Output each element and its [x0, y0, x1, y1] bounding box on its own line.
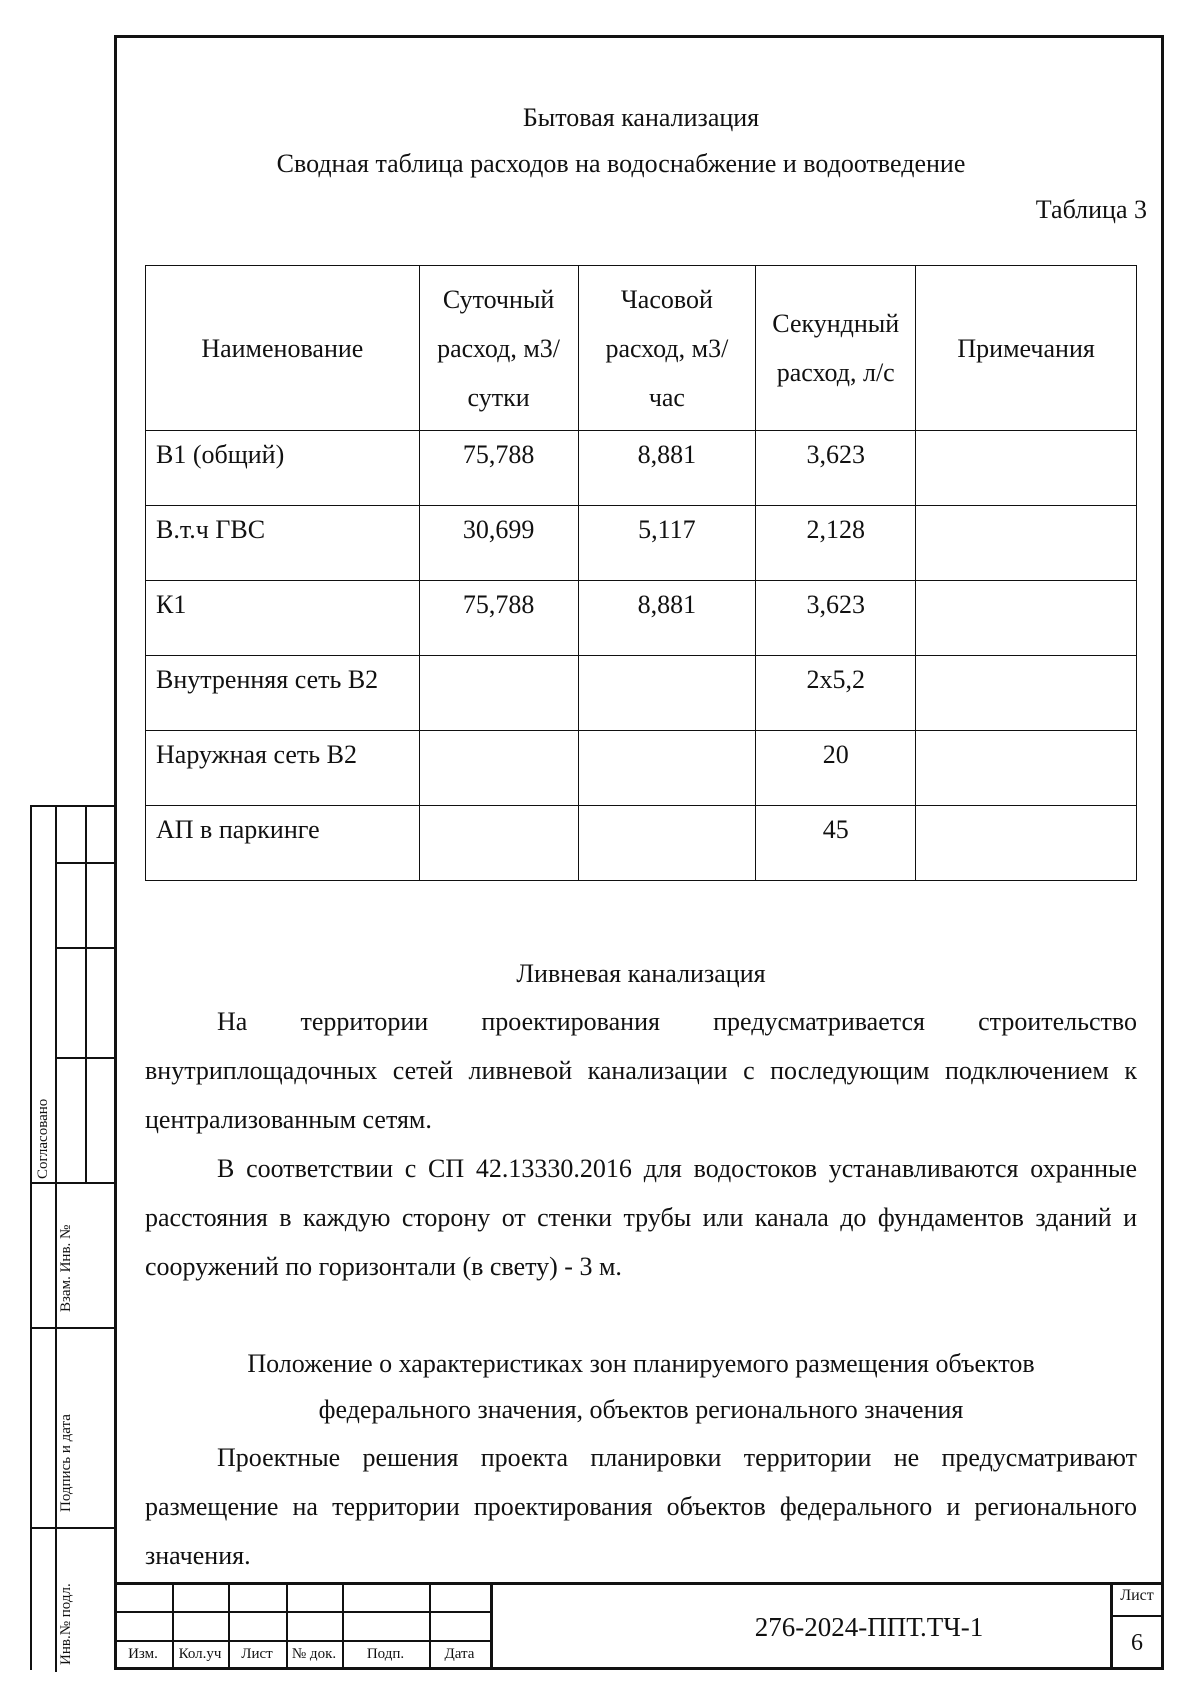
col-label-change: Изм.: [128, 1646, 158, 1662]
cell-daily: [419, 656, 578, 731]
inv-orig-label: Инв.№ подл.: [58, 1583, 74, 1665]
cell-name: Наружная сеть В2: [146, 731, 420, 806]
title-block: [114, 1582, 1164, 1670]
section-title-sewer: Бытовая канализация: [522, 103, 760, 132]
cell-notes: [916, 431, 1137, 506]
cell-name: В1 (общий): [146, 431, 420, 506]
page-content: [145, 95, 1147, 1580]
sheet-number: 6: [1131, 1630, 1143, 1656]
cell-hourly: [578, 806, 756, 881]
table-number: Таблица 3: [1035, 195, 1147, 224]
zones-paragraph: Проектные решения проекта планировки территории не предусматривают размещение на территории проектирования объектов федерального и регионального значения.: [145, 1443, 1137, 1570]
header-second: Секундный расход, л/с: [756, 266, 916, 431]
storm-paragraph-1: На территории проектирования предусматривается строительство внутриплощадочных сетей ливневой канализации с последующим подключением к централизованным сетям.: [145, 1007, 1137, 1134]
cell-daily: 30,699: [419, 506, 578, 581]
table-row: [146, 431, 1137, 506]
section-title-zones-line1: Положение о характеристиках зон планируемого размещения объектов: [247, 1349, 1035, 1378]
cell-daily: 75,788: [419, 581, 578, 656]
cell-name: К1: [146, 581, 420, 656]
flow-table: [145, 265, 1137, 881]
header-name: Наименование: [146, 266, 420, 431]
header-notes: Примечания: [916, 266, 1137, 431]
title-block-line: [490, 1582, 493, 1670]
side-divider: [55, 862, 116, 864]
side-divider: [55, 947, 116, 949]
cell-notes: [916, 581, 1137, 656]
table-row: [146, 806, 1137, 881]
table-row: [146, 656, 1137, 731]
cell-second: 2,128: [756, 506, 916, 581]
col-label-doc-no: № док.: [291, 1646, 337, 1662]
cell-second: 20: [756, 731, 916, 806]
cell-daily: 75,788: [419, 431, 578, 506]
title-block-line: [114, 1611, 490, 1613]
col-label-date: Дата: [444, 1646, 475, 1662]
storm-paragraph-2: В соответствии с СП 42.13330.2016 для водостоков устанавливаются охранные расстояния в каждую сторону от стенки трубы или канала до фундаментов зданий и сооружений по горизонтали (в свету) - 3 м.: [145, 1154, 1137, 1281]
table-row: [146, 581, 1137, 656]
cell-hourly: 8,881: [578, 431, 756, 506]
section-title-zones-line2: федерального значения, объектов регионального значения: [318, 1395, 964, 1424]
cell-hourly: [578, 656, 756, 731]
cell-notes: [916, 731, 1137, 806]
table-caption: Сводная таблица расходов на водоснабжение и водоотведение: [276, 149, 966, 178]
sheet-label: Лист: [1120, 1587, 1154, 1604]
cell-hourly: [578, 731, 756, 806]
cell-name: АП в паркинге: [146, 806, 420, 881]
col-label-signature: Подп.: [366, 1646, 405, 1662]
title-block-line: [114, 1582, 1164, 1585]
cell-name: В.т.ч ГВС: [146, 506, 420, 581]
agreed-label: Согласовано: [35, 1098, 51, 1179]
cell-name: Внутренняя сеть В2: [146, 656, 420, 731]
header-daily: Суточный расход, м3/сутки: [419, 266, 578, 431]
side-divider: [32, 1327, 116, 1329]
side-divider: [55, 807, 57, 1672]
cell-hourly: 8,881: [578, 581, 756, 656]
side-divider: [32, 1182, 116, 1184]
cell-notes: [916, 506, 1137, 581]
col-label-sheet: Лист: [241, 1646, 273, 1662]
table-row: [146, 506, 1137, 581]
cell-hourly: 5,117: [578, 506, 756, 581]
inv-replace-label: Взам. Инв. №: [58, 1224, 74, 1312]
table-row: [146, 731, 1137, 806]
cell-daily: [419, 806, 578, 881]
table-header-row: [146, 266, 1137, 431]
col-label-count: Кол.уч: [178, 1646, 222, 1662]
side-divider: [32, 1527, 116, 1529]
cell-second: 2х5,2: [756, 656, 916, 731]
document-code: 276-2024-ППТ.ТЧ-1: [754, 1612, 984, 1642]
cell-notes: [916, 656, 1137, 731]
header-hourly: Часовой расход, м3/час: [578, 266, 756, 431]
cell-second: 3,623: [756, 431, 916, 506]
section-title-storm: Ливневая канализация: [516, 959, 766, 988]
cell-notes: [916, 806, 1137, 881]
sign-date-label: Подпись и дата: [58, 1414, 74, 1512]
title-block-line: [114, 1640, 490, 1642]
side-stamp: [30, 805, 114, 1670]
side-divider: [55, 1057, 116, 1059]
cell-daily: [419, 731, 578, 806]
cell-second: 3,623: [756, 581, 916, 656]
cell-second: 45: [756, 806, 916, 881]
